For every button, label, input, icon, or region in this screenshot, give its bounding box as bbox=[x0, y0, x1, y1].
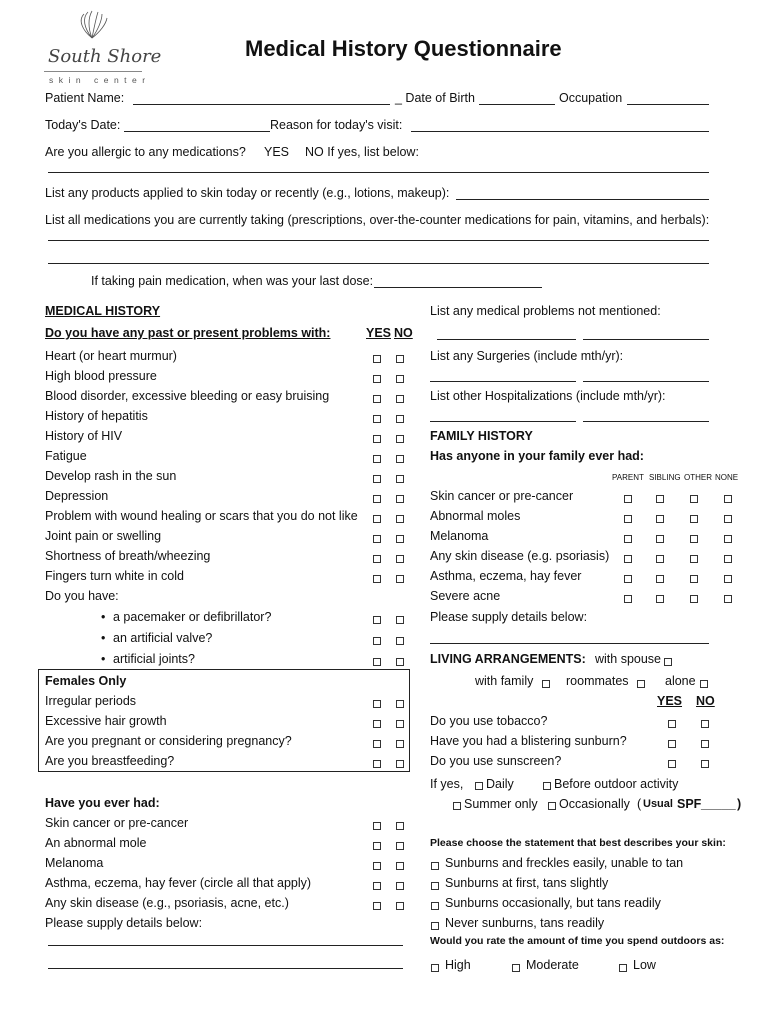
device-label: artificial joints? bbox=[113, 652, 195, 666]
medications-field-1[interactable] bbox=[48, 240, 709, 241]
ever-had-details-field-2[interactable] bbox=[48, 968, 403, 969]
family-other-checkbox[interactable] bbox=[690, 555, 698, 563]
outdoor-option-checkbox[interactable] bbox=[431, 964, 439, 972]
before-outdoor-label: Before outdoor activity bbox=[554, 777, 679, 791]
condition-no-checkbox[interactable] bbox=[396, 415, 404, 423]
sunburn-question: Have you had a blistering sunburn? bbox=[430, 734, 627, 748]
family-item-label: Severe acne bbox=[430, 589, 501, 603]
condition-label: Develop rash in the sun bbox=[45, 469, 177, 483]
spf-open-paren: ( bbox=[637, 797, 642, 811]
sunscreen-question: Do you use sunscreen? bbox=[430, 754, 562, 768]
allergy-no[interactable]: NO If yes, list below: bbox=[305, 145, 419, 159]
patient-name-field[interactable] bbox=[133, 104, 390, 105]
family-other-checkbox[interactable] bbox=[690, 595, 698, 603]
ever-had-no-checkbox[interactable] bbox=[396, 882, 404, 890]
bullet-icon: • bbox=[101, 652, 106, 666]
family-item-label: Asthma, eczema, hay fever bbox=[430, 569, 582, 583]
before-outdoor-checkbox[interactable] bbox=[543, 782, 551, 790]
family-item-label: Skin cancer or pre-cancer bbox=[430, 489, 574, 503]
condition-yes-checkbox[interactable] bbox=[373, 475, 381, 483]
device-no-checkbox[interactable] bbox=[396, 658, 404, 666]
ever-had-item-label: Melanoma bbox=[45, 856, 104, 870]
family-sibling-checkbox[interactable] bbox=[656, 515, 664, 523]
family-parent-checkbox[interactable] bbox=[624, 555, 632, 563]
family-other-checkbox[interactable] bbox=[690, 515, 698, 523]
medications-field-2[interactable] bbox=[48, 263, 709, 264]
family-parent-checkbox[interactable] bbox=[624, 495, 632, 503]
family-col-parent: PARENT bbox=[612, 473, 644, 482]
outdoor-option-label: High bbox=[445, 958, 471, 972]
condition-yes-checkbox[interactable] bbox=[373, 395, 381, 403]
family-details-label: Please supply details below: bbox=[430, 610, 588, 624]
outdoor-option-checkbox[interactable] bbox=[512, 964, 520, 972]
sunscreen-yes-checkbox[interactable] bbox=[668, 760, 676, 768]
females-item-label: Are you pregnant or considering pregnancy? bbox=[45, 734, 292, 748]
family-col-none: NONE bbox=[715, 473, 739, 482]
condition-yes-checkbox[interactable] bbox=[373, 355, 381, 363]
ever-had-details-label: Please supply details below: bbox=[45, 916, 203, 930]
family-history-question: Has anyone in your family ever had: bbox=[430, 449, 644, 463]
device-yes-checkbox[interactable] bbox=[373, 616, 381, 624]
family-parent-checkbox[interactable] bbox=[624, 595, 632, 603]
condition-no-checkbox[interactable] bbox=[396, 355, 404, 363]
family-none-checkbox[interactable] bbox=[724, 555, 732, 563]
device-yes-checkbox[interactable] bbox=[373, 637, 381, 645]
tobacco-yes-checkbox[interactable] bbox=[668, 720, 676, 728]
females-yes-checkbox[interactable] bbox=[373, 760, 381, 768]
with-spouse-checkbox[interactable] bbox=[664, 658, 672, 666]
condition-no-checkbox[interactable] bbox=[396, 435, 404, 443]
females-yes-checkbox[interactable] bbox=[373, 740, 381, 748]
page-title: Medical History Questionnaire bbox=[245, 36, 562, 61]
lifestyle-no-header: NO bbox=[696, 694, 715, 708]
condition-no-checkbox[interactable] bbox=[396, 555, 404, 563]
pain-med-label: If taking pain medication, when was your last dose: bbox=[91, 274, 374, 288]
ever-had-details-field-1[interactable] bbox=[48, 945, 403, 946]
females-yes-checkbox[interactable] bbox=[373, 720, 381, 728]
dob-label: _ Date of Birth bbox=[395, 91, 475, 105]
condition-yes-checkbox[interactable] bbox=[373, 455, 381, 463]
products-label: List any products applied to skin today or recently (e.g., lotions, makeup): bbox=[45, 186, 450, 200]
living-heading: LIVING ARRANGEMENTS: bbox=[430, 652, 586, 666]
products-field[interactable] bbox=[456, 199, 709, 200]
females-yes-checkbox[interactable] bbox=[373, 700, 381, 708]
tobacco-question: Do you use tobacco? bbox=[430, 714, 548, 728]
reason-field[interactable] bbox=[411, 131, 709, 132]
ever-had-heading: Have you ever had: bbox=[45, 796, 160, 810]
family-parent-checkbox[interactable] bbox=[624, 515, 632, 523]
family-none-checkbox[interactable] bbox=[724, 535, 732, 543]
skin-statement-question: Please choose the statement that best describes your skin: bbox=[430, 837, 726, 849]
spf-field[interactable]: _____ bbox=[701, 797, 736, 811]
family-sibling-checkbox[interactable] bbox=[656, 575, 664, 583]
roommates-label: roommates bbox=[566, 674, 629, 688]
condition-yes-checkbox[interactable] bbox=[373, 495, 381, 503]
family-sibling-checkbox[interactable] bbox=[656, 535, 664, 543]
condition-label: History of HIV bbox=[45, 429, 123, 443]
females-item-label: Are you breastfeeding? bbox=[45, 754, 175, 768]
skin-option-label: Sunburns and freckles easily, unable to tan bbox=[445, 856, 684, 870]
condition-yes-checkbox[interactable] bbox=[373, 575, 381, 583]
family-sibling-checkbox[interactable] bbox=[656, 495, 664, 503]
outdoors-question: Would you rate the amount of time you spend outdoors as: bbox=[430, 935, 725, 947]
sunscreen-no-checkbox[interactable] bbox=[701, 760, 709, 768]
spf-label: SPF bbox=[677, 797, 702, 811]
with-family-checkbox[interactable] bbox=[542, 680, 550, 688]
condition-no-checkbox[interactable] bbox=[396, 515, 404, 523]
condition-no-checkbox[interactable] bbox=[396, 575, 404, 583]
condition-label: Blood disorder, excessive bleeding or easy bruising bbox=[45, 389, 330, 403]
skin-option-label: Sunburns occasionally, but tans readily bbox=[445, 896, 661, 910]
allergy-list-field[interactable] bbox=[48, 172, 709, 173]
ever-had-item-label: Skin cancer or pre-cancer bbox=[45, 816, 189, 830]
family-none-checkbox[interactable] bbox=[724, 515, 732, 523]
condition-label: Shortness of breath/wheezing bbox=[45, 549, 211, 563]
allergy-yes[interactable]: YES bbox=[264, 145, 290, 159]
family-history-heading: FAMILY HISTORY bbox=[430, 429, 533, 443]
ever-had-item-label: An abnormal mole bbox=[45, 836, 147, 850]
surgeries-label: List any Surgeries (include mth/yr): bbox=[430, 349, 624, 363]
family-parent-checkbox[interactable] bbox=[624, 575, 632, 583]
condition-yes-checkbox[interactable] bbox=[373, 435, 381, 443]
occasionally-label: Occasionally bbox=[559, 797, 630, 811]
surgeries-field-1[interactable] bbox=[430, 381, 576, 382]
condition-label: Fatigue bbox=[45, 449, 87, 463]
condition-no-checkbox[interactable] bbox=[396, 395, 404, 403]
bullet-icon: • bbox=[101, 631, 106, 645]
spf-close-paren: ) bbox=[737, 797, 742, 811]
yes-col-header: YES bbox=[366, 326, 392, 340]
daily-label: Daily bbox=[486, 777, 514, 791]
alone-checkbox[interactable] bbox=[700, 680, 708, 688]
patient-name-label: Patient Name: bbox=[45, 91, 125, 105]
with-family-label: with family bbox=[475, 674, 534, 688]
dob-field[interactable] bbox=[479, 104, 555, 105]
device-yes-checkbox[interactable] bbox=[373, 658, 381, 666]
females-item-label: Irregular periods bbox=[45, 694, 137, 708]
occupation-label: Occupation bbox=[559, 91, 623, 105]
ever-had-no-checkbox[interactable] bbox=[396, 862, 404, 870]
condition-no-checkbox[interactable] bbox=[396, 455, 404, 463]
tobacco-no-checkbox[interactable] bbox=[701, 720, 709, 728]
skin-option-checkbox[interactable] bbox=[431, 902, 439, 910]
surgeries-field-2[interactable] bbox=[583, 381, 709, 382]
pain-med-field[interactable] bbox=[374, 287, 542, 288]
device-label: a pacemaker or defibrillator? bbox=[113, 610, 272, 624]
ever-had-no-checkbox[interactable] bbox=[396, 902, 404, 910]
ever-had-yes-checkbox[interactable] bbox=[373, 842, 381, 850]
occupation-field[interactable] bbox=[627, 104, 709, 105]
outdoor-option-label: Moderate bbox=[526, 958, 579, 972]
ever-had-yes-checkbox[interactable] bbox=[373, 822, 381, 830]
females-item-label: Excessive hair growth bbox=[45, 714, 167, 728]
hospitalizations-field-1[interactable] bbox=[430, 421, 576, 422]
condition-label: History of hepatitis bbox=[45, 409, 148, 423]
sunburn-yes-checkbox[interactable] bbox=[668, 740, 676, 748]
with-spouse-label: with spouse bbox=[595, 652, 662, 666]
logo-tagline: skin center bbox=[49, 75, 151, 85]
device-no-checkbox[interactable] bbox=[396, 637, 404, 645]
if-yes-label: If yes, bbox=[430, 777, 464, 791]
females-no-checkbox[interactable] bbox=[396, 700, 404, 708]
no-col-header: NO bbox=[394, 326, 413, 340]
skin-option-checkbox[interactable] bbox=[431, 922, 439, 930]
family-none-checkbox[interactable] bbox=[724, 495, 732, 503]
condition-no-checkbox[interactable] bbox=[396, 535, 404, 543]
hospitalizations-field-2[interactable] bbox=[583, 421, 709, 422]
family-col-other: OTHER bbox=[684, 473, 712, 482]
condition-label: Heart (or heart murmur) bbox=[45, 349, 177, 363]
skin-option-checkbox[interactable] bbox=[431, 862, 439, 870]
bullet-icon: • bbox=[101, 610, 106, 624]
family-other-checkbox[interactable] bbox=[690, 535, 698, 543]
condition-no-checkbox[interactable] bbox=[396, 375, 404, 383]
medical-history-question: Do you have any past or present problems with: bbox=[45, 326, 331, 340]
family-none-checkbox[interactable] bbox=[724, 575, 732, 583]
other-problems-field-1[interactable] bbox=[437, 339, 576, 340]
reason-label: Reason for today's visit: bbox=[270, 118, 403, 132]
females-no-checkbox[interactable] bbox=[396, 760, 404, 768]
ever-had-no-checkbox[interactable] bbox=[396, 842, 404, 850]
device-no-checkbox[interactable] bbox=[396, 616, 404, 624]
ever-had-item-label: Asthma, eczema, hay fever (circle all that apply) bbox=[45, 876, 312, 890]
allergy-label: Are you allergic to any medications? bbox=[45, 145, 246, 159]
other-problems-label: List any medical problems not mentioned: bbox=[430, 304, 661, 318]
ever-had-item-label: Any skin disease (e.g., psoriasis, acne, etc.) bbox=[45, 896, 289, 910]
condition-yes-checkbox[interactable] bbox=[373, 535, 381, 543]
females-no-checkbox[interactable] bbox=[396, 740, 404, 748]
skin-option-checkbox[interactable] bbox=[431, 882, 439, 890]
condition-yes-checkbox[interactable] bbox=[373, 515, 381, 523]
ever-had-yes-checkbox[interactable] bbox=[373, 882, 381, 890]
family-details-field[interactable] bbox=[430, 643, 709, 644]
condition-label: Do you have: bbox=[45, 589, 119, 603]
family-item-label: Abnormal moles bbox=[430, 509, 521, 523]
skin-option-label: Sunburns at first, tans slightly bbox=[445, 876, 609, 890]
ever-had-no-checkbox[interactable] bbox=[396, 822, 404, 830]
outdoor-option-label: Low bbox=[633, 958, 656, 972]
medical-history-heading: MEDICAL HISTORY bbox=[45, 304, 161, 318]
logo-graphic bbox=[72, 10, 112, 40]
condition-yes-checkbox[interactable] bbox=[373, 375, 381, 383]
family-other-checkbox[interactable] bbox=[690, 575, 698, 583]
logo-name: South Shore bbox=[48, 46, 162, 67]
summer-only-label: Summer only bbox=[464, 797, 538, 811]
condition-label: Problem with wound healing or scars that you do not like bbox=[45, 509, 358, 523]
summer-only-checkbox[interactable] bbox=[453, 802, 461, 810]
family-item-label: Any skin disease (e.g. psoriasis) bbox=[430, 549, 610, 563]
other-problems-field-2[interactable] bbox=[583, 339, 709, 340]
outdoor-option-checkbox[interactable] bbox=[619, 964, 627, 972]
family-other-checkbox[interactable] bbox=[690, 495, 698, 503]
family-parent-checkbox[interactable] bbox=[624, 535, 632, 543]
females-no-checkbox[interactable] bbox=[396, 720, 404, 728]
condition-label: High blood pressure bbox=[45, 369, 157, 383]
todays-date-label: Today's Date: bbox=[45, 118, 121, 132]
todays-date-field[interactable] bbox=[124, 131, 270, 132]
condition-label: Joint pain or swelling bbox=[45, 529, 162, 543]
alone-label: alone bbox=[665, 674, 696, 688]
skin-option-label: Never sunburns, tans readily bbox=[445, 916, 605, 930]
condition-label: Fingers turn white in cold bbox=[45, 569, 184, 583]
ever-had-yes-checkbox[interactable] bbox=[373, 862, 381, 870]
ever-had-yes-checkbox[interactable] bbox=[373, 902, 381, 910]
device-label: an artificial valve? bbox=[113, 631, 213, 645]
spf-usual-label: Usual bbox=[643, 798, 673, 810]
condition-yes-checkbox[interactable] bbox=[373, 555, 381, 563]
hospitalizations-label: List other Hospitalizations (include mth/yr): bbox=[430, 389, 666, 403]
family-item-label: Melanoma bbox=[430, 529, 489, 543]
sunburn-no-checkbox[interactable] bbox=[701, 740, 709, 748]
occasionally-checkbox[interactable] bbox=[548, 802, 556, 810]
condition-label: Depression bbox=[45, 489, 109, 503]
condition-no-checkbox[interactable] bbox=[396, 495, 404, 503]
lifestyle-yes-header: YES bbox=[657, 694, 683, 708]
family-none-checkbox[interactable] bbox=[724, 595, 732, 603]
medications-label: List all medications you are currently taking (prescriptions, over-the-counter medications for pain, vitamins, and herbals): bbox=[45, 213, 710, 227]
daily-checkbox[interactable] bbox=[475, 782, 483, 790]
roommates-checkbox[interactable] bbox=[637, 680, 645, 688]
family-sibling-checkbox[interactable] bbox=[656, 555, 664, 563]
females-heading: Females Only bbox=[45, 674, 127, 688]
condition-no-checkbox[interactable] bbox=[396, 475, 404, 483]
family-col-sibling: SIBLING bbox=[649, 473, 681, 482]
condition-yes-checkbox[interactable] bbox=[373, 415, 381, 423]
family-sibling-checkbox[interactable] bbox=[656, 595, 664, 603]
